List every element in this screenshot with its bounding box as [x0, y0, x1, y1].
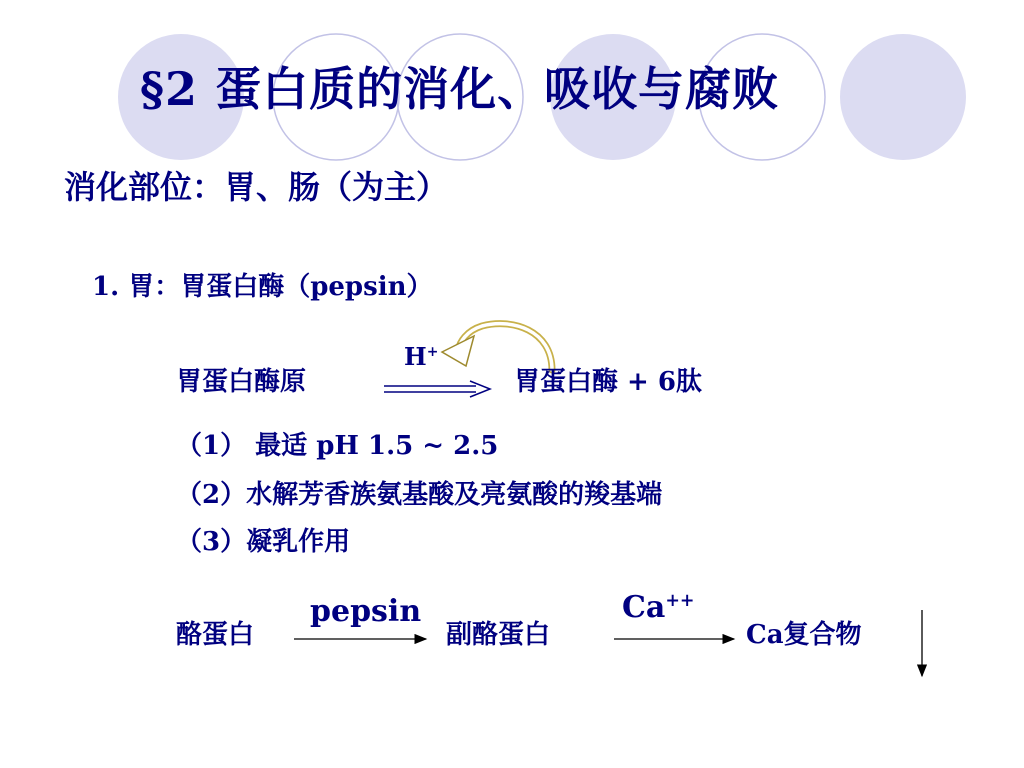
autocatalysis-curve-arrow [442, 324, 552, 370]
ion-charge: ++ [665, 591, 695, 611]
slide-title: §2 蛋白质的消化、吸收与腐败 [140, 62, 780, 116]
catalyst-charge: + [426, 344, 439, 360]
paracasein-label: 副酪蛋白 [446, 620, 551, 650]
stomach-heading: 1. 胃：胃蛋白酶（pepsin） [92, 272, 433, 302]
activation-arrow [384, 381, 490, 397]
catalyst-base: H [404, 342, 427, 371]
property-item: （3）凝乳作用 [176, 527, 351, 557]
digestion-site: 消化部位：胃、肠（为主） [64, 168, 449, 206]
calcium-ion-label [622, 590, 694, 625]
hydrogen-ion-label [404, 342, 438, 371]
pepsinogen-label: 胃蛋白酶原 [176, 367, 307, 397]
property-item: （1） 最适 pH 1.5 ~ 2.5 [176, 431, 499, 461]
calcium-complex-label: Ca复合物 [746, 620, 862, 650]
pepsin-product-label: 胃蛋白酶 + 6肽 [514, 367, 702, 397]
casein-label: 酪蛋白 [176, 620, 255, 650]
pepsin-enzyme-label: pepsin [310, 594, 422, 629]
ion-base: Ca [622, 590, 666, 625]
property-item: （2）水解芳香族氨基酸及亮氨酸的羧基端 [176, 480, 663, 510]
